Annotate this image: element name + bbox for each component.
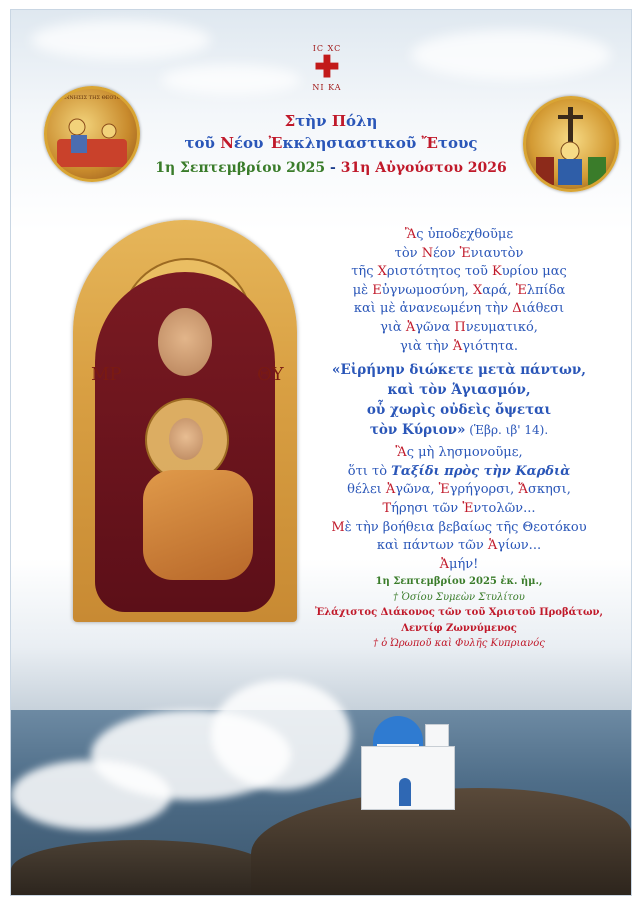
cross-letters-top: IC XC	[312, 44, 342, 53]
scripture-quote: οὗ χωρὶς οὐδεὶς ὄψεται	[366, 402, 552, 419]
verse-line: Ἀμήν!	[439, 556, 479, 572]
child-face	[169, 418, 203, 460]
date-end: 31η Αὐγούστου 2026	[340, 160, 507, 176]
signature-bishop: † ὁ Ὠρωποῦ καὶ Φυλῆς Κυπριανός	[373, 638, 545, 649]
verse-line: Τήρησι τῶν Ἐντολῶν...	[382, 500, 536, 516]
verse-line: θέλει Ἀγῶνα, Ἐγρήγορσι, Ἄσκησι,	[347, 482, 571, 498]
verse-line: ὅτι τὸ Ταξίδι πρὸς τὴν Καρδιὰ	[347, 463, 571, 479]
cloud	[411, 30, 611, 80]
date-range: 1η Σεπτεμβρίου 2025 - 31η Αὐγούστου 2026	[155, 160, 507, 176]
verse-line: Μὲ τὴν βοήθεια βεβαίως τῆς Θεοτόκου	[331, 519, 587, 535]
verse-line: γιὰ τὴν Ἁγιότητα.	[400, 338, 518, 354]
exaltation-scene-image	[526, 99, 616, 189]
medallion-caption: Η ΓΕΝΝΗΣΙΣ ΤΗΣ ΘΕΟΤΟΚΟΥ	[51, 95, 133, 101]
verse-line: μὲ Εὐγνωμοσύνη, Χαρά, Ἐλπίδα	[352, 282, 566, 298]
rocks-left	[11, 840, 271, 895]
nativity-scene-image	[47, 89, 137, 179]
signature-date: 1η Σεπτεμβρίου 2025 ἐκ. ἡμ.,	[375, 576, 543, 587]
exaltation-cross-medallion	[523, 96, 619, 192]
chapel-door	[399, 778, 411, 806]
verse-line: γιὰ Ἀγῶνα Πνευματικό,	[380, 319, 538, 335]
cross-emblem	[307, 44, 347, 100]
verse-line: Ἂς ὑποδεχθοῦμε	[404, 227, 514, 242]
sea-chapel-scene	[11, 670, 631, 895]
signature-block	[307, 574, 611, 652]
date-start: 1η Σεπτεμβρίου 2025	[155, 160, 326, 176]
header-line-1: Στὴν Πόλη	[284, 112, 378, 130]
verse-line: τῆς Χριστότητος τοῦ Κυρίου μας	[351, 264, 567, 280]
nativity-medallion	[44, 86, 140, 182]
cross-letters-bottom: NI KA	[312, 83, 342, 92]
verse-line: Ἂς μὴ λησμονοῦμε,	[395, 445, 523, 461]
scripture-reference: (Ἑβρ. ιβ' 14).	[465, 423, 549, 438]
greeting-card	[10, 9, 632, 896]
wave-spray	[11, 760, 171, 830]
signature-title: Ἐλάχιστος Διάκονος τῶν τοῦ Χριστοῦ Προβάτων,	[315, 607, 603, 618]
verse-line: τὸν Νέον Ἐνιαυτὸν	[394, 245, 524, 261]
signature-feast: † Ὁσίου Συμεὼν Στυλίτου	[393, 591, 525, 603]
monogram-left: ΜΡ	[91, 364, 122, 385]
verse-block	[307, 226, 611, 574]
chapel	[351, 698, 461, 808]
verse-line: καὶ πάντων τῶν Ἁγίων...	[376, 538, 542, 554]
virgin-face	[158, 308, 212, 376]
scripture-quote: καὶ τὸν Ἁγιασμόν,	[387, 382, 531, 399]
cross-icon: ✚	[314, 50, 340, 85]
wave-spray	[211, 680, 351, 790]
header	[131, 110, 531, 180]
scripture-quote: τὸν Κύριον» (Ἑβρ. ιβ' 14).	[369, 422, 549, 439]
header-line-2: τοῦ Νέου Ἐκκλησιαστικοῦ Ἔτους	[184, 134, 478, 152]
signature-name: Λεντίφ Ζωννύμενος	[401, 622, 517, 634]
cloud	[161, 65, 301, 95]
verse-line: καὶ μὲ ἀνανεωμένη τὴν Διάθεσι	[353, 301, 565, 317]
cloud	[31, 20, 211, 60]
monogram-right: ΘΥ	[257, 364, 284, 385]
theotokos-icon	[73, 220, 297, 622]
scripture-quote: «Εἰρήνην διώκετε μετὰ πάντων,	[332, 362, 586, 379]
child-robe	[143, 470, 253, 580]
